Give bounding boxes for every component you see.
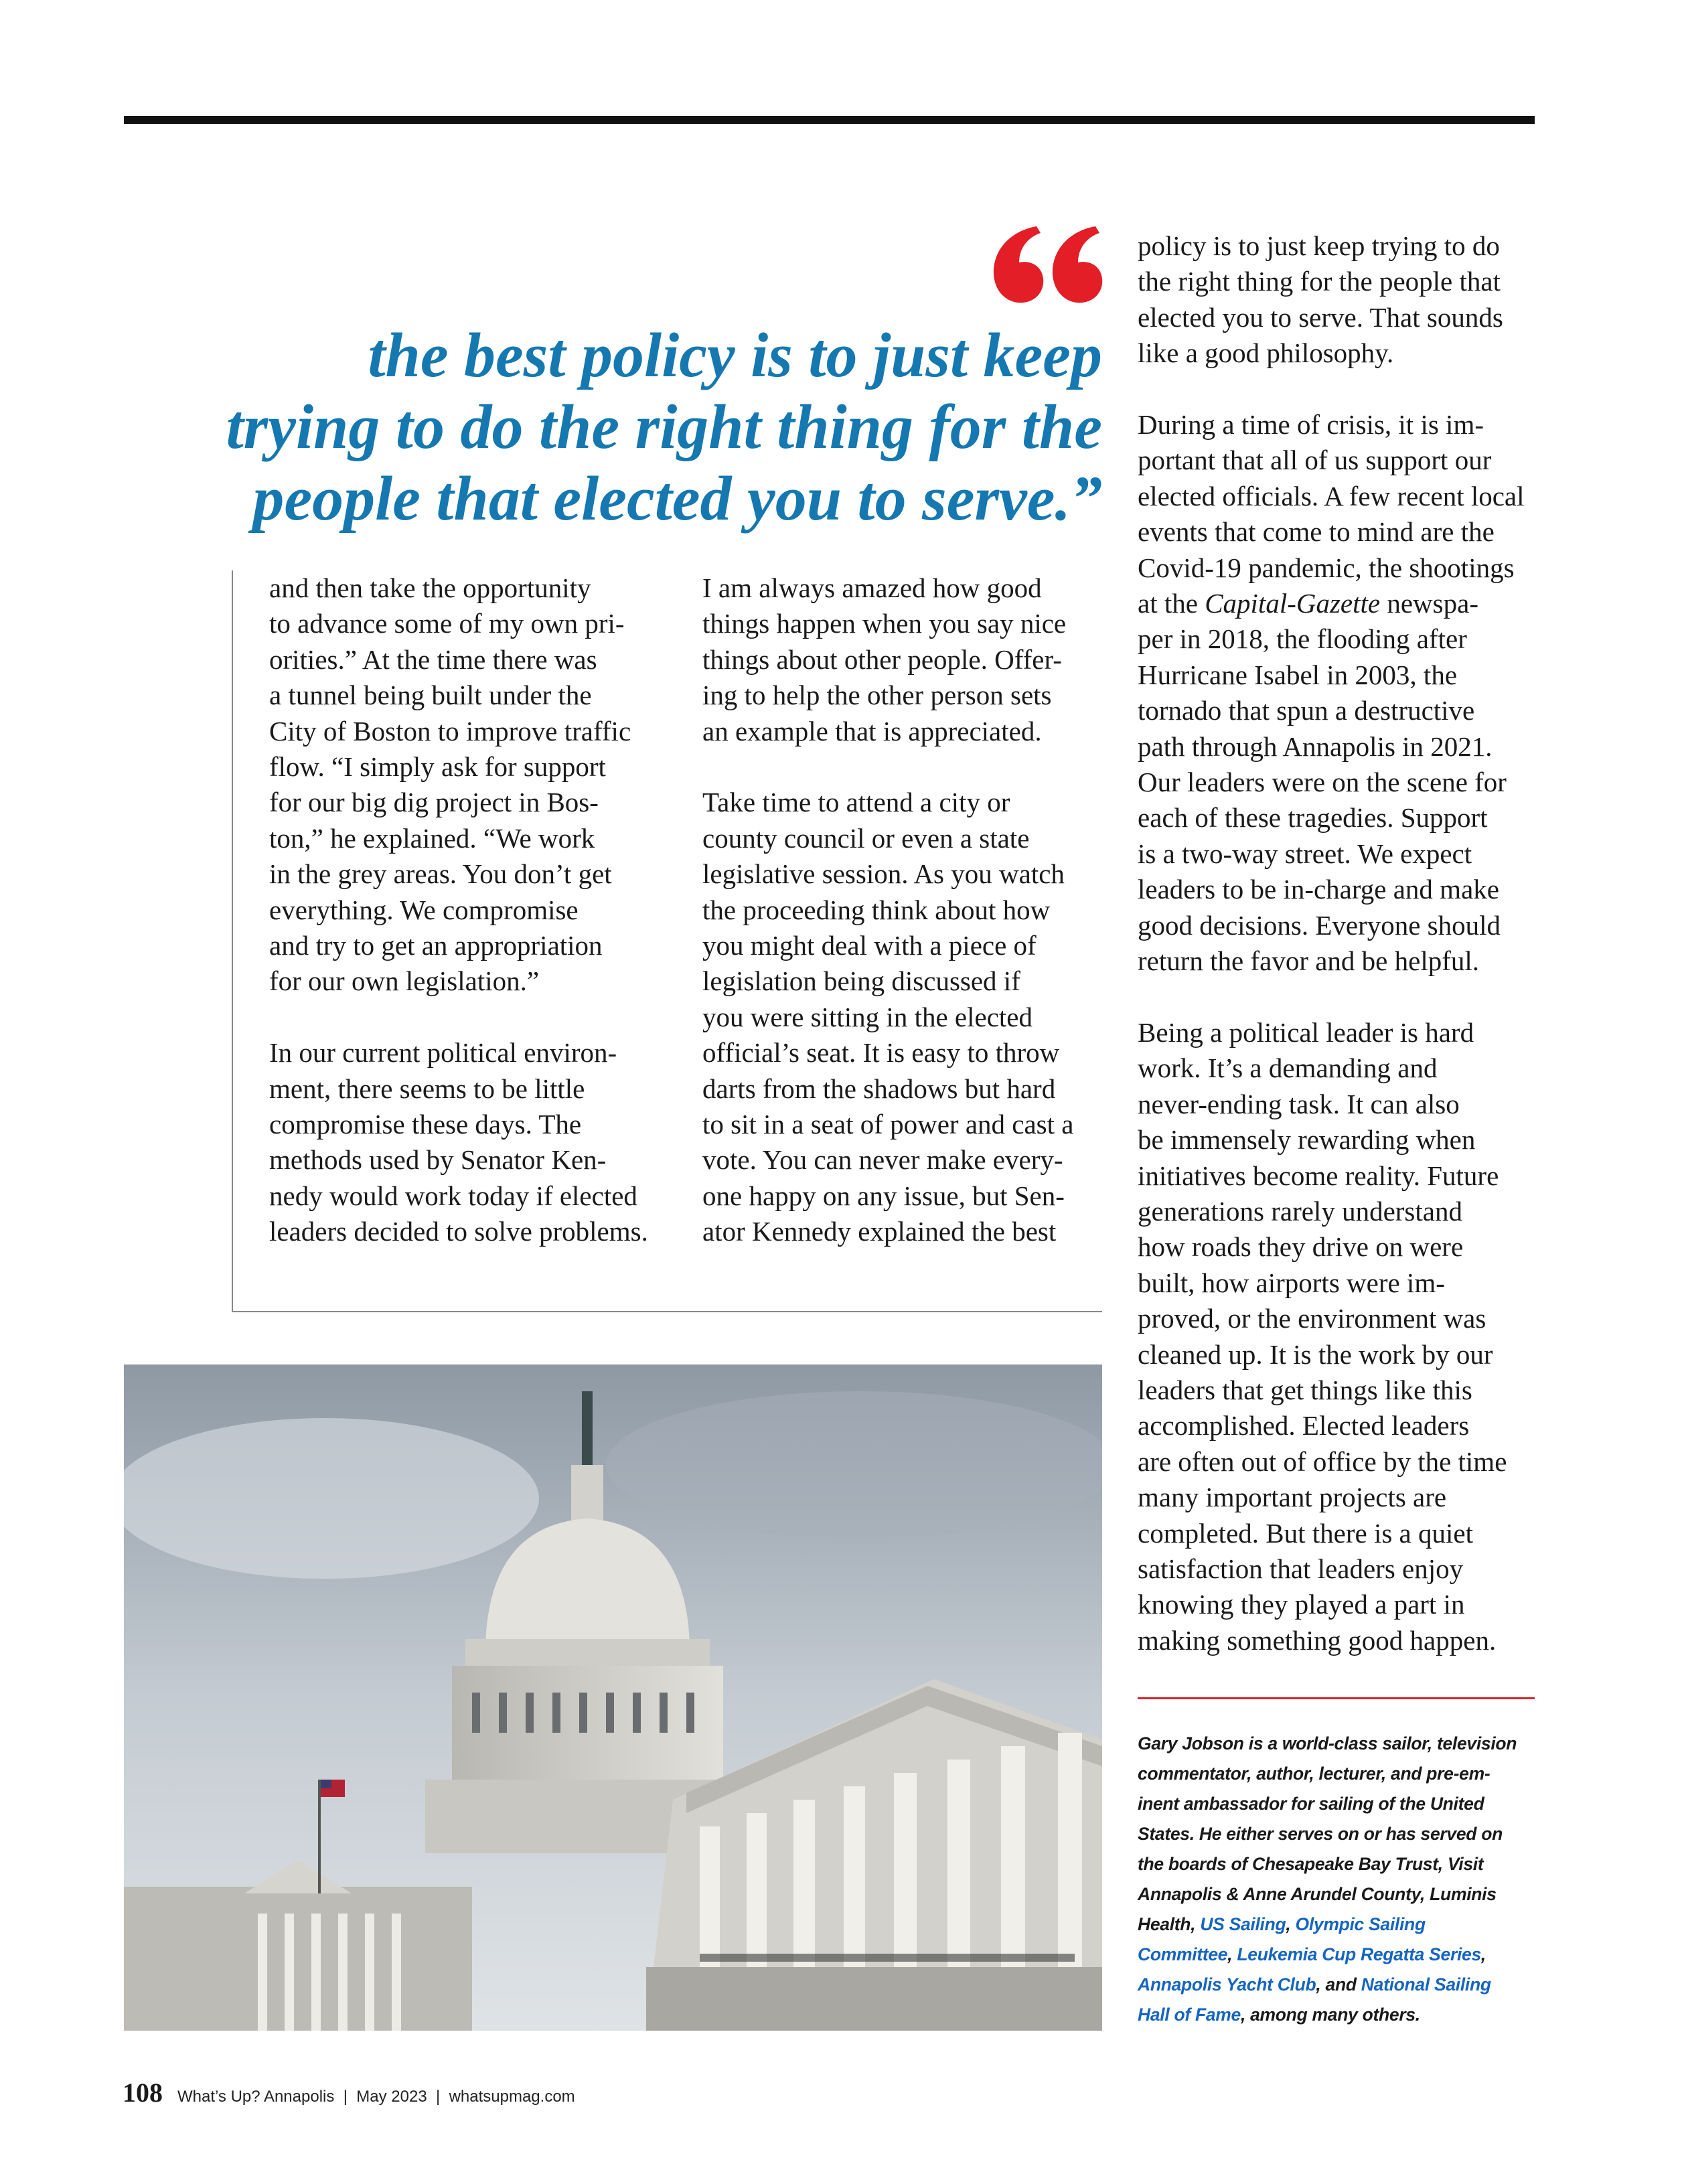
- bio-line: [1138, 1789, 1517, 1819]
- text-line: knowing they played a part in: [1138, 1589, 1465, 1620]
- article-paragraph: [702, 785, 1073, 1249]
- text-line: darts from the shadows but hard: [702, 1073, 1056, 1104]
- column-border-left: [232, 570, 233, 1312]
- bio-line: [1138, 1970, 1517, 2000]
- publication-info: What’s Up? Annapolis | May 2023 | whatsupmag.com: [177, 2088, 575, 2106]
- text-line: per in 2018, the flooding after: [1138, 623, 1467, 655]
- text-line: county council or even a state: [702, 822, 1030, 854]
- pull-quote-line: trying to do the right thing for the: [226, 392, 1102, 462]
- article-paragraph: [702, 570, 1073, 749]
- bio-link[interactable]: US Sailing: [1200, 1914, 1286, 1934]
- bio-link[interactable]: Hall of Fame: [1138, 2005, 1241, 2025]
- pull-quote-line: the best policy is to just keep: [368, 321, 1102, 390]
- text-line: many important projects are: [1138, 1482, 1447, 1513]
- capitol-building-photo: [124, 1364, 1102, 2031]
- bio-line: [1138, 1819, 1517, 1849]
- text-line: vote. You can never make every-: [702, 1144, 1063, 1176]
- text-line: portant that all of us support our: [1138, 445, 1492, 476]
- text-line: things happen when you say nice: [702, 608, 1067, 639]
- article-paragraph: [269, 570, 648, 1000]
- quote-mark-icon: [990, 221, 1103, 308]
- text-line: accomplished. Elected leaders: [1138, 1410, 1470, 1441]
- text-line: generations rarely understand: [1138, 1195, 1462, 1227]
- text-line: events that come to mind are the: [1138, 516, 1495, 548]
- text-line: ment, there seems to be little: [269, 1073, 585, 1104]
- text-line: and try to get an appropriation: [269, 930, 603, 961]
- text-line: completed. But there is a quiet: [1138, 1517, 1473, 1549]
- text-line: satisfaction that leaders enjoy: [1138, 1553, 1464, 1584]
- page-footer: [123, 2077, 575, 2108]
- text-line: [1138, 586, 1525, 621]
- text-line: for our own legislation.”: [269, 965, 540, 997]
- text-line: nedy would work today if elected: [269, 1180, 637, 1211]
- text-segment: States. He either serves on or has served on: [1138, 1824, 1503, 1844]
- text-line: Our leaders were on the scene for: [1138, 767, 1507, 798]
- text-line: legislative session. As you watch: [702, 858, 1065, 890]
- text-line: to sit in a seat of power and cast a: [702, 1109, 1074, 1140]
- bio-divider: [1138, 1697, 1535, 1699]
- text-line: never-ending task. It can also: [1138, 1088, 1460, 1119]
- text-line: how roads they drive on were: [1138, 1231, 1464, 1263]
- bio-line: [1138, 1759, 1517, 1789]
- text-line: elected officials. A few recent local: [1138, 480, 1525, 512]
- text-line: Take time to attend a city or: [702, 787, 1010, 818]
- text-segment: , among many others.: [1240, 2005, 1420, 2025]
- text-line: compromise these days. The: [269, 1109, 582, 1140]
- text-line: like a good philosophy.: [1138, 337, 1394, 369]
- text-line: the proceeding think about how: [702, 894, 1051, 925]
- article-column-3: [1138, 228, 1525, 1695]
- bio-link[interactable]: National Sailing: [1361, 1974, 1491, 1995]
- text-segment: the boards of Chesapeake Bay Trust, Visit: [1138, 1854, 1484, 1874]
- bio-line: [1138, 1849, 1517, 1879]
- text-segment: newspa-: [1380, 588, 1478, 619]
- text-line: ton,” he explained. “We work: [269, 822, 595, 854]
- page-number: 108: [123, 2078, 163, 2108]
- text-line: orities.” At the time there was: [269, 643, 597, 675]
- bio-line: [1138, 2000, 1517, 2030]
- article-paragraph: [1138, 407, 1525, 980]
- text-line: leaders to be in-charge and make: [1138, 874, 1499, 905]
- text-line: Covid-19 pandemic, the shootings: [1138, 552, 1515, 583]
- text-line: you were sitting in the elected: [702, 1001, 1033, 1032]
- text-line: work. It’s a demanding and: [1138, 1052, 1438, 1084]
- text-segment: ,: [1286, 1914, 1296, 1934]
- text-line: each of these tragedies. Support: [1138, 802, 1488, 834]
- text-line: the right thing for the people that: [1138, 266, 1501, 297]
- text-line: cleaned up. It is the work by our: [1138, 1338, 1493, 1370]
- text-line: a tunnel being built under the: [269, 680, 592, 711]
- article-column-1: [269, 570, 648, 1285]
- bio-line: [1138, 1879, 1517, 1909]
- text-line: legislation being discussed if: [702, 965, 1020, 997]
- author-bio: [1138, 1729, 1517, 2030]
- text-segment: Health,: [1138, 1914, 1201, 1934]
- text-line: initiatives become reality. Future: [1138, 1160, 1499, 1191]
- text-line: flow. “I simply ask for support: [269, 751, 606, 783]
- article-paragraph: [1138, 228, 1525, 372]
- text-line: Hurricane Isabel in 2003, the: [1138, 659, 1458, 690]
- text-line: I am always amazed how good: [702, 572, 1042, 603]
- text-line: tornado that spun a destructive: [1138, 695, 1475, 726]
- text-line: Being a political leader is hard: [1138, 1016, 1474, 1048]
- text-line: ator Kennedy explained the best: [702, 1216, 1057, 1247]
- text-line: good decisions. Everyone should: [1138, 909, 1501, 941]
- text-line: policy is to just keep trying to do: [1138, 230, 1500, 261]
- bio-line: [1138, 1729, 1517, 1759]
- bio-link[interactable]: Committee: [1138, 1944, 1228, 1964]
- text-segment: ,: [1480, 1944, 1486, 1964]
- bio-link[interactable]: Leukemia Cup Regatta Series: [1237, 1944, 1481, 1964]
- text-line: elected you to serve. That sounds: [1138, 301, 1503, 333]
- text-line: is a two-way street. We expect: [1138, 838, 1472, 869]
- text-line: an example that is appreciated.: [702, 715, 1042, 747]
- text-line: In our current political environ-: [269, 1037, 617, 1069]
- text-segment: at the: [1138, 588, 1205, 619]
- italic-title: Capital-Gazette: [1205, 588, 1381, 619]
- text-segment: , and: [1316, 1974, 1361, 1995]
- text-line: official’s seat. It is easy to throw: [702, 1037, 1060, 1069]
- bio-line: [1138, 1940, 1517, 1970]
- text-segment: ,: [1227, 1944, 1237, 1964]
- text-line: and then take the opportunity: [269, 572, 591, 603]
- text-line: be immensely rewarding when: [1138, 1124, 1476, 1156]
- text-line: making something good happen.: [1138, 1624, 1497, 1656]
- text-segment: inent ambassador for sailing of the United: [1138, 1794, 1484, 1814]
- pull-quote: [226, 320, 1102, 535]
- bio-link[interactable]: Annapolis Yacht Club: [1138, 1974, 1316, 1995]
- text-line: to advance some of my own pri-: [269, 608, 625, 639]
- text-line: in the grey areas. You don’t get: [269, 858, 612, 890]
- text-line: are often out of office by the time: [1138, 1446, 1507, 1477]
- text-line: During a time of crisis, it is im-: [1138, 409, 1484, 441]
- text-line: leaders decided to solve problems.: [269, 1216, 648, 1247]
- text-segment: commentator, author, lecturer, and pre-em-: [1138, 1764, 1490, 1784]
- column-border-bottom: [232, 1311, 1102, 1312]
- text-line: built, how airports were im-: [1138, 1267, 1445, 1298]
- text-line: return the favor and be helpful.: [1138, 945, 1480, 977]
- text-line: path through Annapolis in 2021.: [1138, 730, 1493, 762]
- article-paragraph: [269, 1035, 648, 1249]
- article-column-2: [702, 570, 1073, 1285]
- text-line: one happy on any issue, but Sen-: [702, 1180, 1065, 1211]
- text-line: for our big dig project in Bos-: [269, 787, 599, 818]
- text-segment: Gary Jobson is a world-class sailor, television: [1138, 1733, 1517, 1753]
- pull-quote-line: people that elected you to serve.”: [252, 464, 1102, 534]
- text-line: you might deal with a piece of: [702, 930, 1037, 961]
- text-line: City of Boston to improve traffic: [269, 715, 631, 747]
- text-line: methods used by Senator Ken-: [269, 1144, 607, 1176]
- text-line: ing to help the other person sets: [702, 680, 1052, 711]
- text-segment: Annapolis & Anne Arundel County, Luminis: [1138, 1884, 1497, 1904]
- text-line: everything. We compromise: [269, 894, 579, 925]
- bio-link[interactable]: Olympic Sailing: [1295, 1914, 1426, 1934]
- article-paragraph: [1138, 1015, 1525, 1658]
- bio-line: [1138, 1909, 1517, 1940]
- text-line: things about other people. Offer-: [702, 643, 1062, 675]
- text-line: proved, or the environment was: [1138, 1303, 1486, 1334]
- text-line: leaders that get things like this: [1138, 1374, 1472, 1405]
- top-rule: [124, 116, 1535, 124]
